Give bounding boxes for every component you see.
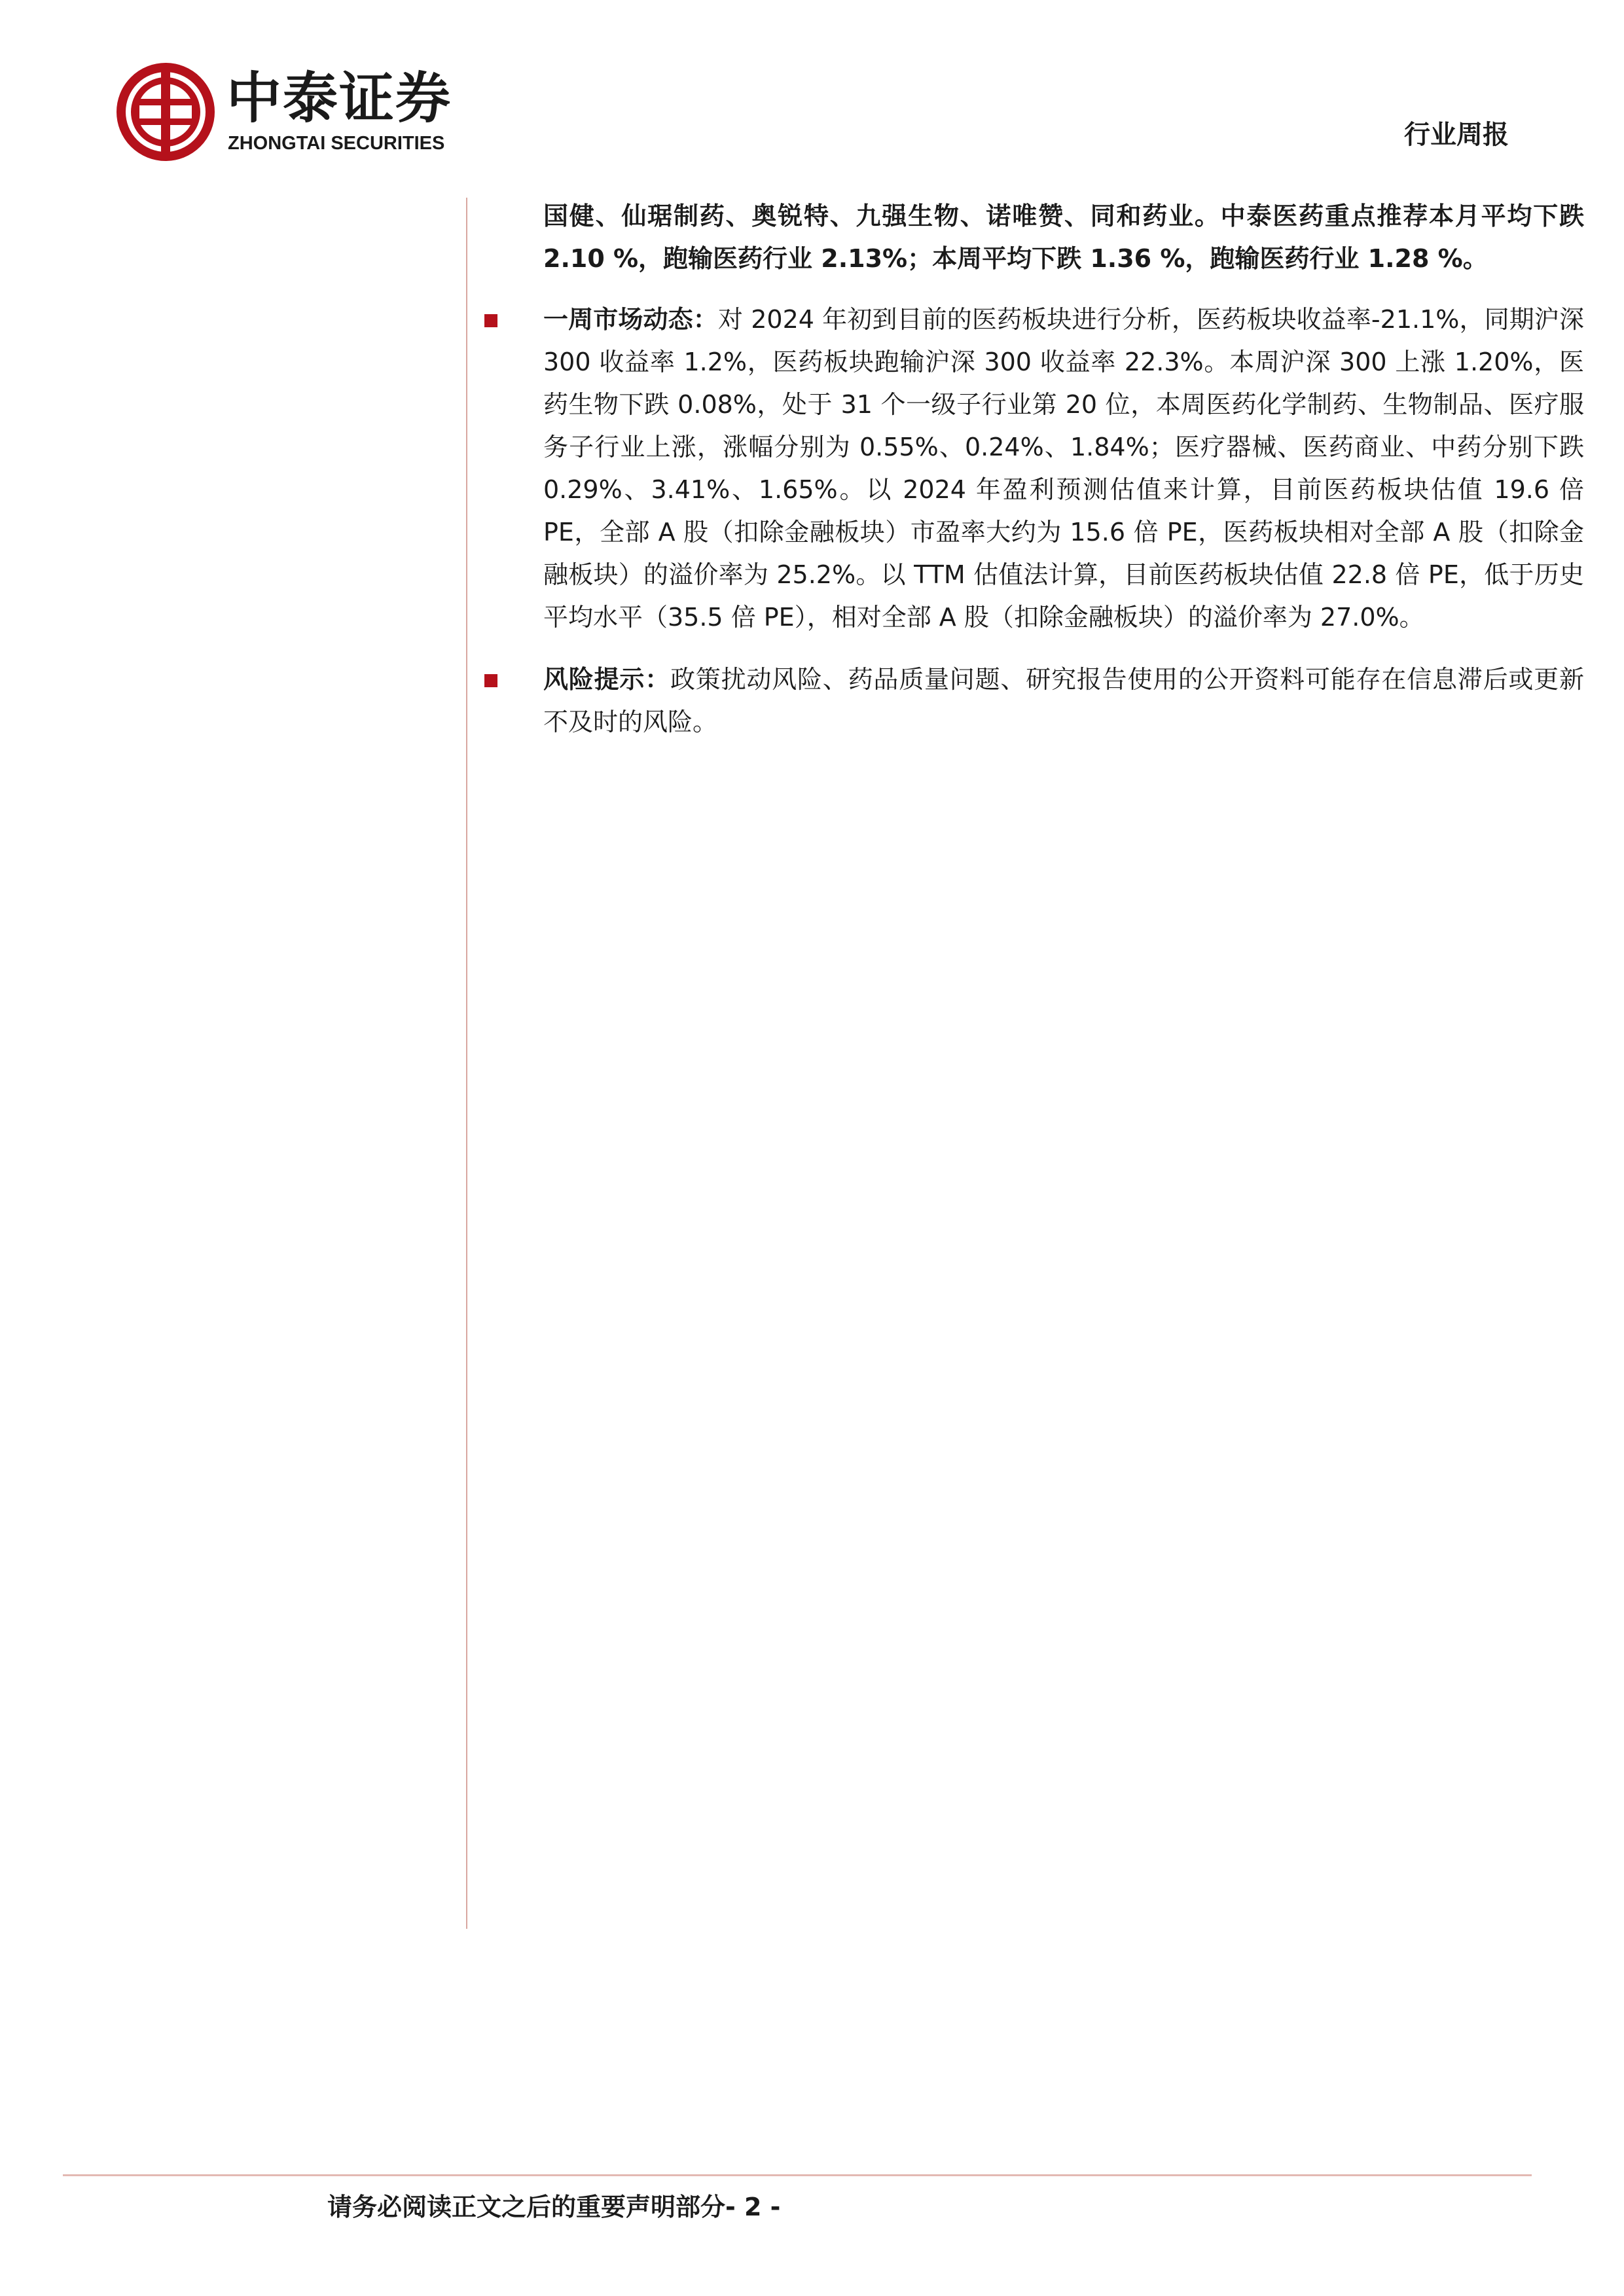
intro-continuation-paragraph: 国健、仙琚制药、奥锐特、九强生物、诺唯赞、同和药业。中泰医药重点推荐本月平均下跌 2.10 %，跑输医药行业 2.13%；本周平均下跌 1.36 %，跑输医药行业 1.28 %。 (543, 202, 1584, 273)
page-number: - 2 - (725, 2193, 781, 2221)
brand-logo (117, 63, 509, 161)
report-type-label: 行业周报 (1404, 120, 1509, 150)
brand-name-en: ZHONGTAI SECURITIES (228, 133, 445, 154)
main-content (484, 195, 1584, 763)
market-dynamics-text: 对 2024 年初到目前的医药板块进行分析，医药板块收益率-21.1%，同期沪深 300 收益率 1.2%，医药板块跑输沪深 300 收益率 22.3%。本周沪深 300 上涨 1.20%，医药生物下跌 0.08%，处于 31 个一级子行业第 20 位，本周医药化学制药、生物制品、医疗服务子行业上涨，涨幅分别为 0.55%、0.24%、1.84%；医疗器械、医药商业、中药分别下跌 0.29%、3.41%、1.65%。以 2024 年盈利预测估值来计算，目前医药板块估值 19.6 倍 PE，全部 A 股（扣除金融板块）市盈率大约为 15.6 倍 PE，医药板块相对全部 A 股（扣除金融板块）的溢价率为 25.2%。以 TTM 估值法计算，目前医药板块估值 22.8 倍 PE，低于历史平均水平（35.5 倍 PE），相对全部 A 股（扣除金融板块）的溢价率为 27.0%。 (543, 305, 1584, 632)
zhongtai-logo-icon (117, 63, 215, 161)
bullet-square-icon (484, 314, 497, 327)
footer-disclaimer (327, 2187, 780, 2227)
bullet-square-icon (484, 674, 497, 687)
footer-divider (63, 2174, 1532, 2176)
risk-warning-lead: 风险提示： (543, 665, 670, 694)
market-dynamics-paragraph (484, 298, 1584, 639)
footer-disclaimer-text: 请务必阅读正文之后的重要声明部分 (327, 2193, 726, 2221)
brand-name-cn: 中泰证券 (226, 66, 452, 130)
risk-warning-text: 政策扰动风险、药品质量问题、研究报告使用的公开资料可能存在信息滞后或更新不及时的风险。 (543, 665, 1584, 736)
left-divider (466, 198, 467, 1929)
risk-warning-paragraph (484, 658, 1584, 744)
market-dynamics-lead: 一周市场动态： (543, 305, 718, 334)
